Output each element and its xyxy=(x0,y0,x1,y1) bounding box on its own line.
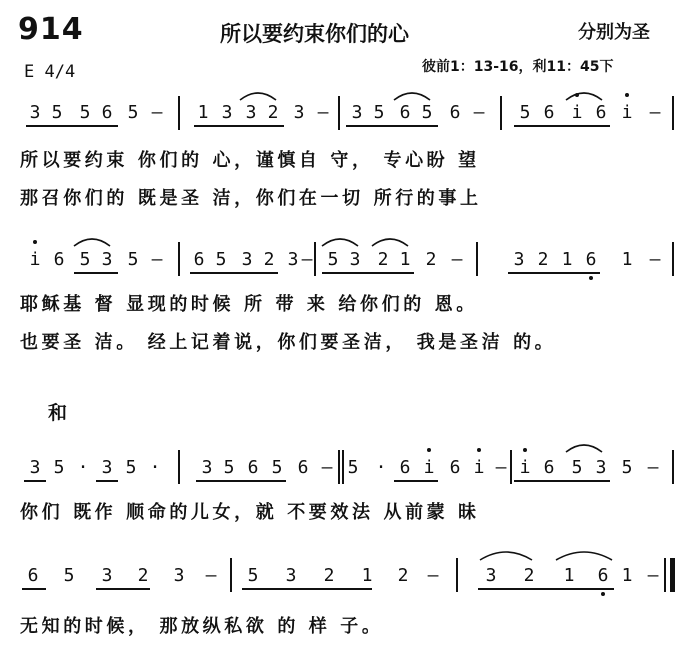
beam xyxy=(196,480,286,482)
beam xyxy=(190,272,278,274)
note: 5 xyxy=(621,457,633,478)
barline xyxy=(476,242,478,276)
barline xyxy=(500,96,502,130)
note: 2 xyxy=(267,102,279,123)
note: 3 xyxy=(513,249,525,270)
note: 2 xyxy=(425,249,437,270)
note: i xyxy=(29,249,41,270)
hymn-number: 914 xyxy=(18,12,84,47)
dash: – xyxy=(649,102,661,123)
note: 5 xyxy=(571,457,583,478)
note: 1 xyxy=(561,249,573,270)
lyric-line: 无知的时候， 那放纵私欲 的 样 子。 xyxy=(20,616,384,637)
note: 5 xyxy=(51,102,63,123)
note: 5 xyxy=(215,249,227,270)
note: 3 xyxy=(245,102,257,123)
high-octave-dot xyxy=(625,93,629,97)
note: 2 xyxy=(263,249,275,270)
note: 6 xyxy=(247,457,259,478)
slur xyxy=(556,552,612,560)
dot-mark: · xyxy=(375,457,387,478)
note: 6 xyxy=(597,565,609,586)
note: 6 xyxy=(193,249,205,270)
slur xyxy=(566,93,602,100)
note: 1 xyxy=(197,102,209,123)
low-octave-dot xyxy=(589,276,593,280)
note: 3 xyxy=(287,249,299,270)
high-octave-dot xyxy=(477,448,481,452)
final-barline-thin xyxy=(664,558,666,592)
note: 3 xyxy=(173,565,185,586)
beam xyxy=(346,125,438,127)
dash: – xyxy=(151,249,163,270)
note: 1 xyxy=(361,565,373,586)
beam xyxy=(24,480,46,482)
note: 5 xyxy=(271,457,283,478)
note: 2 xyxy=(377,249,389,270)
beam xyxy=(478,588,614,590)
beam xyxy=(96,480,118,482)
beam xyxy=(96,588,150,590)
note: 6 xyxy=(53,249,65,270)
slur xyxy=(240,93,276,100)
note: i xyxy=(473,457,485,478)
scripture-reference: 彼前1：13-16，利11：45下 xyxy=(422,59,614,75)
dash: – xyxy=(317,102,329,123)
note: 5 xyxy=(127,249,139,270)
note: 3 xyxy=(485,565,497,586)
note: 3 xyxy=(293,102,305,123)
slur xyxy=(322,239,358,246)
barline xyxy=(338,450,340,484)
note: 1 xyxy=(563,565,575,586)
dash: – xyxy=(321,457,333,478)
note: 1 xyxy=(399,249,411,270)
slur xyxy=(480,552,532,560)
note: 5 xyxy=(79,249,91,270)
note: 5 xyxy=(125,457,137,478)
note: 3 xyxy=(221,102,233,123)
hymn-title: 所以要约束你们的心 xyxy=(220,22,409,46)
note: 3 xyxy=(201,457,213,478)
beam xyxy=(22,588,46,590)
note: 3 xyxy=(241,249,253,270)
barline xyxy=(342,450,344,484)
beam xyxy=(74,272,118,274)
note: 5 xyxy=(127,102,139,123)
barline xyxy=(178,96,180,130)
note: 6 xyxy=(585,249,597,270)
dash: – xyxy=(495,457,507,478)
high-octave-dot xyxy=(575,93,579,97)
dash: – xyxy=(647,457,659,478)
note: 5 xyxy=(53,457,65,478)
barline xyxy=(338,96,340,130)
note: 5 xyxy=(347,457,359,478)
lyric-line: 你们 既作 顺命的儿女，就 不要效法 从前蒙 昧 xyxy=(20,502,480,523)
note: 5 xyxy=(327,249,339,270)
note: 6 xyxy=(101,102,113,123)
note: i xyxy=(621,102,633,123)
section-label: 和 xyxy=(48,402,68,424)
note: 5 xyxy=(79,102,91,123)
dash: – xyxy=(205,565,217,586)
note: 5 xyxy=(519,102,531,123)
note: 2 xyxy=(397,565,409,586)
note: 1 xyxy=(621,249,633,270)
note: 5 xyxy=(421,102,433,123)
lyric-line: 也要圣 洁。 经上记着说，你们要圣洁， 我是圣洁 的。 xyxy=(20,332,557,353)
dash: – xyxy=(451,249,463,270)
note: 2 xyxy=(137,565,149,586)
beam xyxy=(394,480,438,482)
note: 6 xyxy=(449,457,461,478)
barline xyxy=(672,96,674,130)
low-octave-dot xyxy=(601,592,605,596)
slur xyxy=(566,445,602,452)
note: 2 xyxy=(523,565,535,586)
beam xyxy=(508,272,600,274)
slur xyxy=(394,93,430,100)
dash: – xyxy=(649,249,661,270)
note: 6 xyxy=(449,102,461,123)
beam xyxy=(322,272,414,274)
note: 6 xyxy=(543,457,555,478)
note: 3 xyxy=(101,457,113,478)
lyric-line: 所以要约束 你们的 心，谨慎自 守， 专心盼 望 xyxy=(20,150,480,171)
note: 5 xyxy=(223,457,235,478)
beam xyxy=(514,125,610,127)
note: i xyxy=(571,102,583,123)
note: 3 xyxy=(285,565,297,586)
note: 3 xyxy=(349,249,361,270)
note: 6 xyxy=(297,457,309,478)
slur xyxy=(372,239,408,246)
barline xyxy=(178,450,180,484)
barline xyxy=(672,450,674,484)
lyric-line: 那召你们的 既是圣 洁，你们在一切 所行的事上 xyxy=(20,188,482,209)
high-octave-dot xyxy=(427,448,431,452)
dash: – xyxy=(151,102,163,123)
hymn-category: 分别为圣 xyxy=(578,22,650,43)
note: 3 xyxy=(29,457,41,478)
note: 3 xyxy=(351,102,363,123)
barline xyxy=(178,242,180,276)
note: 3 xyxy=(101,249,113,270)
note: 3 xyxy=(101,565,113,586)
key-signature: E 4/4 xyxy=(24,62,76,82)
note: 5 xyxy=(373,102,385,123)
barline xyxy=(456,558,458,592)
dash: – xyxy=(301,249,313,270)
note: 3 xyxy=(29,102,41,123)
note: 2 xyxy=(537,249,549,270)
note: 2 xyxy=(323,565,335,586)
note: 5 xyxy=(247,565,259,586)
note: 1 xyxy=(621,565,633,586)
note: 6 xyxy=(543,102,555,123)
beam xyxy=(514,480,610,482)
beam xyxy=(26,125,118,127)
high-octave-dot xyxy=(523,448,527,452)
note: 5 xyxy=(63,565,75,586)
dash: – xyxy=(427,565,439,586)
barline xyxy=(672,242,674,276)
barline xyxy=(510,450,512,484)
note: 6 xyxy=(399,457,411,478)
barline xyxy=(314,242,316,276)
dot-mark: · xyxy=(149,457,161,478)
slur xyxy=(74,239,110,246)
dot-mark: · xyxy=(77,457,89,478)
note: 6 xyxy=(595,102,607,123)
dash: – xyxy=(647,565,659,586)
lyric-line: 耶稣基 督 显现的时候 所 带 来 给你们的 恩。 xyxy=(20,294,478,315)
note: 6 xyxy=(399,102,411,123)
beam xyxy=(242,588,372,590)
final-barline-thick xyxy=(670,558,675,592)
beam xyxy=(194,125,284,127)
barline xyxy=(230,558,232,592)
high-octave-dot xyxy=(33,240,37,244)
note: i xyxy=(519,457,531,478)
dash: – xyxy=(473,102,485,123)
note: i xyxy=(423,457,435,478)
note: 3 xyxy=(595,457,607,478)
note: 6 xyxy=(27,565,39,586)
